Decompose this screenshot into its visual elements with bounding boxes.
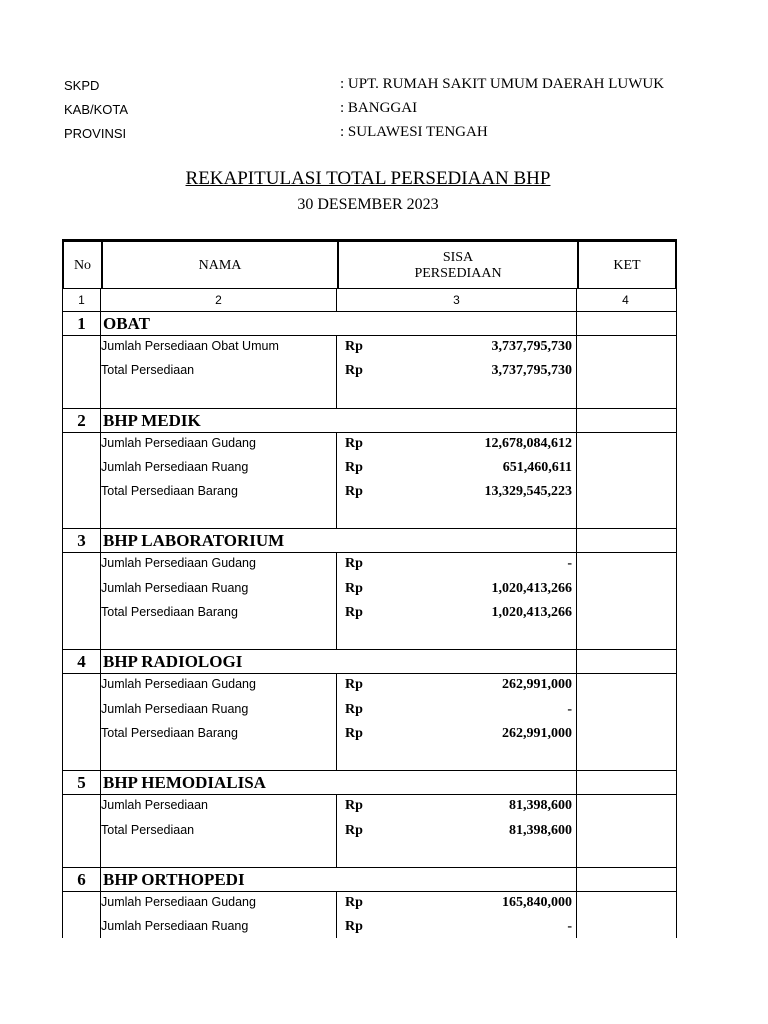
item-label: Total Persediaan — [101, 363, 195, 378]
item-amount: - — [567, 919, 572, 935]
section-ket-cell — [576, 771, 674, 794]
provinsi-label: PROVINSI — [64, 126, 127, 141]
section-header — [63, 868, 676, 892]
row-spacer — [63, 844, 676, 867]
currency-label: Rp — [345, 459, 363, 475]
col-number-4: 4 — [576, 289, 674, 311]
row-spacer — [63, 505, 676, 528]
item-amount: - — [567, 701, 572, 717]
currency-label: Rp — [345, 919, 363, 935]
item-label: Jumlah Persediaan Gudang — [101, 677, 256, 692]
section-number: 1 — [77, 314, 86, 333]
section-ket-cell — [576, 312, 674, 335]
section-name: OBAT — [100, 312, 576, 335]
section-header — [63, 771, 676, 795]
section-number: 6 — [77, 869, 86, 889]
section-name: BHP ORTHOPEDI — [100, 868, 576, 891]
provinsi-value: : SULAWESI TENGAH — [340, 124, 488, 140]
table-row — [63, 892, 676, 916]
skpd-value: : UPT. RUMAH SAKIT UMUM DAERAH LUWUK — [340, 76, 665, 92]
document-date: 30 DESEMBER 2023 — [297, 196, 439, 213]
section-header — [63, 529, 676, 553]
table-row — [63, 916, 676, 938]
section-name: BHP RADIOLOGI — [100, 650, 576, 673]
item-amount: 3,737,795,730 — [491, 363, 572, 379]
section-body — [63, 433, 676, 529]
section-header — [63, 409, 676, 433]
item-label: Jumlah Persediaan — [101, 798, 209, 813]
table-row — [63, 578, 676, 602]
col-header-sisa — [337, 242, 577, 289]
section-number: 5 — [77, 773, 86, 793]
item-label: Jumlah Persediaan Ruang — [101, 580, 249, 595]
section-body — [63, 553, 676, 649]
item-label: Jumlah Persediaan Ruang — [101, 701, 249, 716]
table-row — [63, 457, 676, 481]
item-amount: 13,329,545,223 — [484, 484, 572, 500]
col-header-nama: NAMA — [101, 242, 337, 289]
section-number: 4 — [77, 652, 86, 672]
section-header — [63, 650, 676, 674]
item-amount: 1,020,413,266 — [491, 580, 572, 596]
currency-label: Rp — [345, 339, 363, 354]
table-row — [63, 699, 676, 723]
section-body — [63, 674, 676, 770]
section-bhp-medik — [62, 409, 677, 530]
item-amount: 3,737,795,730 — [491, 339, 572, 354]
item-label: Total Persediaan — [101, 822, 195, 837]
section-number: 2 — [77, 410, 86, 430]
item-amount: 81,398,600 — [509, 798, 572, 814]
header-kabkota-row — [64, 102, 704, 124]
col-header-sisa-line2: PERSEDIAAN — [414, 265, 502, 281]
table-row — [63, 602, 676, 626]
item-amount: 651,460,611 — [502, 459, 572, 475]
col-header-no: No — [73, 257, 92, 273]
currency-label: Rp — [345, 701, 363, 717]
currency-label: Rp — [345, 725, 363, 741]
item-label: Jumlah Persediaan Gudang — [101, 556, 256, 571]
currency-label: Rp — [345, 894, 363, 910]
item-amount: - — [567, 556, 572, 572]
section-ket-cell — [576, 868, 674, 891]
currency-label: Rp — [345, 556, 363, 572]
header-skpd-row — [64, 78, 704, 100]
skpd-label: SKPD — [64, 78, 100, 93]
item-amount: 262,991,000 — [502, 677, 572, 693]
section-ket-cell — [576, 409, 674, 432]
table-row — [63, 820, 676, 844]
col-number-2: 2 — [100, 289, 336, 311]
section-name: BHP HEMODIALISA — [100, 771, 576, 794]
item-label: Jumlah Persediaan Gudang — [101, 894, 256, 909]
row-spacer — [63, 626, 676, 649]
section-bhp-hemodialisa — [62, 771, 677, 868]
currency-label: Rp — [345, 580, 363, 596]
section-bhp-radiologi — [62, 650, 677, 771]
item-label: Total Persediaan Barang — [101, 484, 238, 499]
item-amount: 12,678,084,612 — [484, 435, 572, 451]
col-number-1: 1 — [78, 293, 85, 307]
section-body — [63, 336, 676, 408]
table-row — [63, 433, 676, 457]
section-ket-cell — [576, 650, 674, 673]
currency-label: Rp — [345, 822, 363, 838]
document-title — [0, 168, 736, 190]
col-header-sisa-line1: SISA — [442, 249, 474, 265]
column-number-row — [62, 289, 677, 312]
row-spacer — [63, 747, 676, 770]
currency-label: Rp — [345, 798, 363, 814]
item-label: Total Persediaan Barang — [101, 725, 238, 740]
section-bhp-orthopedi — [62, 868, 677, 938]
table-row — [63, 723, 676, 747]
section-body — [63, 795, 676, 867]
item-amount: 262,991,000 — [502, 725, 572, 741]
kabkota-value: : BANGGAI — [340, 100, 418, 116]
item-label: Jumlah Persediaan Ruang — [101, 459, 249, 474]
item-amount: 1,020,413,266 — [491, 605, 572, 621]
table-row — [63, 553, 676, 577]
section-number: 3 — [77, 531, 86, 551]
item-label: Jumlah Persediaan Ruang — [101, 919, 249, 934]
section-body — [63, 892, 676, 938]
table-row — [63, 795, 676, 819]
col-header-ket: KET — [577, 242, 675, 289]
currency-label: Rp — [345, 484, 363, 500]
table-row — [63, 674, 676, 698]
header-provinsi-row — [64, 126, 704, 148]
currency-label: Rp — [345, 677, 363, 693]
table-header — [62, 239, 677, 289]
section-obat — [62, 312, 677, 409]
col-number-3: 3 — [336, 289, 576, 311]
section-name: BHP LABORATORIUM — [100, 529, 576, 552]
kabkota-label: KAB/KOTA — [64, 102, 129, 117]
item-label: Jumlah Persediaan Gudang — [101, 435, 256, 450]
section-ket-cell — [576, 529, 674, 552]
table-row — [63, 481, 676, 505]
section-name: BHP MEDIK — [100, 409, 576, 432]
document-title-text: REKAPITULASI TOTAL PERSEDIAAN BHP — [185, 168, 551, 189]
section-bhp-laboratorium — [62, 529, 677, 650]
currency-label: Rp — [345, 435, 363, 451]
table-row — [63, 336, 676, 360]
item-label: Total Persediaan Barang — [101, 605, 238, 620]
item-amount: 81,398,600 — [509, 822, 572, 838]
row-spacer — [63, 385, 676, 408]
section-header — [63, 312, 676, 336]
item-amount: 165,840,000 — [502, 894, 572, 910]
table-row — [63, 360, 676, 384]
currency-label: Rp — [345, 605, 363, 621]
currency-label: Rp — [345, 363, 363, 379]
item-label: Jumlah Persediaan Obat Umum — [101, 339, 279, 353]
inventory-table — [62, 239, 677, 938]
